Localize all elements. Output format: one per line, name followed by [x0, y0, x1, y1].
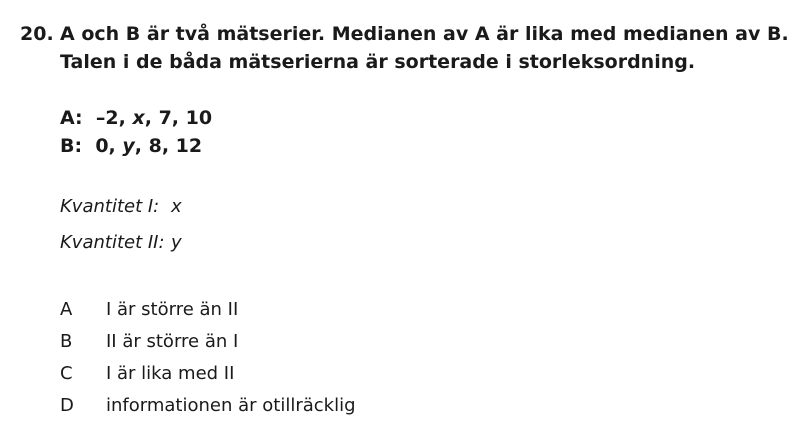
series-a [60, 104, 212, 132]
quantity-one-label: Kvantitet I: [60, 196, 160, 217]
question-line-2: Talen i de båda mätserierna är sorterade i storleksordning. [60, 51, 696, 73]
question-number: 20. [20, 23, 54, 45]
measurement-series [60, 104, 212, 160]
option-b-letter: B [60, 331, 73, 352]
series-b-variable: y [122, 135, 135, 157]
series-b [60, 132, 212, 160]
quantity-two-value: y [171, 232, 182, 253]
quantity-one-value: x [171, 196, 182, 217]
option-a[interactable] [60, 294, 356, 326]
series-b-label: B: [60, 135, 83, 157]
answer-options [60, 294, 356, 422]
option-c[interactable] [60, 358, 356, 390]
option-d-text: informationen är otillräcklig [106, 395, 356, 416]
series-b-start: 0, [95, 135, 116, 157]
option-d-letter: D [60, 395, 74, 416]
quantity-two [60, 231, 182, 255]
option-c-text: I är lika med II [106, 363, 235, 384]
quantity-two-label: Kvantitet II: [60, 232, 165, 253]
option-a-letter: A [60, 299, 73, 320]
series-a-start: –2, [95, 107, 126, 129]
option-a-text: I är större än II [106, 299, 239, 320]
quantity-one [60, 195, 182, 219]
question-line-1: A och B är två mätserier. Medianen av A är lika med medianen av B. [60, 23, 789, 45]
option-b-text: II är större än I [106, 331, 239, 352]
series-a-variable: x [132, 107, 145, 129]
question-text [60, 20, 789, 76]
option-b[interactable] [60, 326, 356, 358]
option-c-letter: C [60, 363, 73, 384]
series-a-label: A: [60, 107, 83, 129]
series-b-end: , 8, 12 [134, 135, 203, 157]
option-d[interactable] [60, 390, 356, 422]
series-a-end: , 7, 10 [144, 107, 213, 129]
